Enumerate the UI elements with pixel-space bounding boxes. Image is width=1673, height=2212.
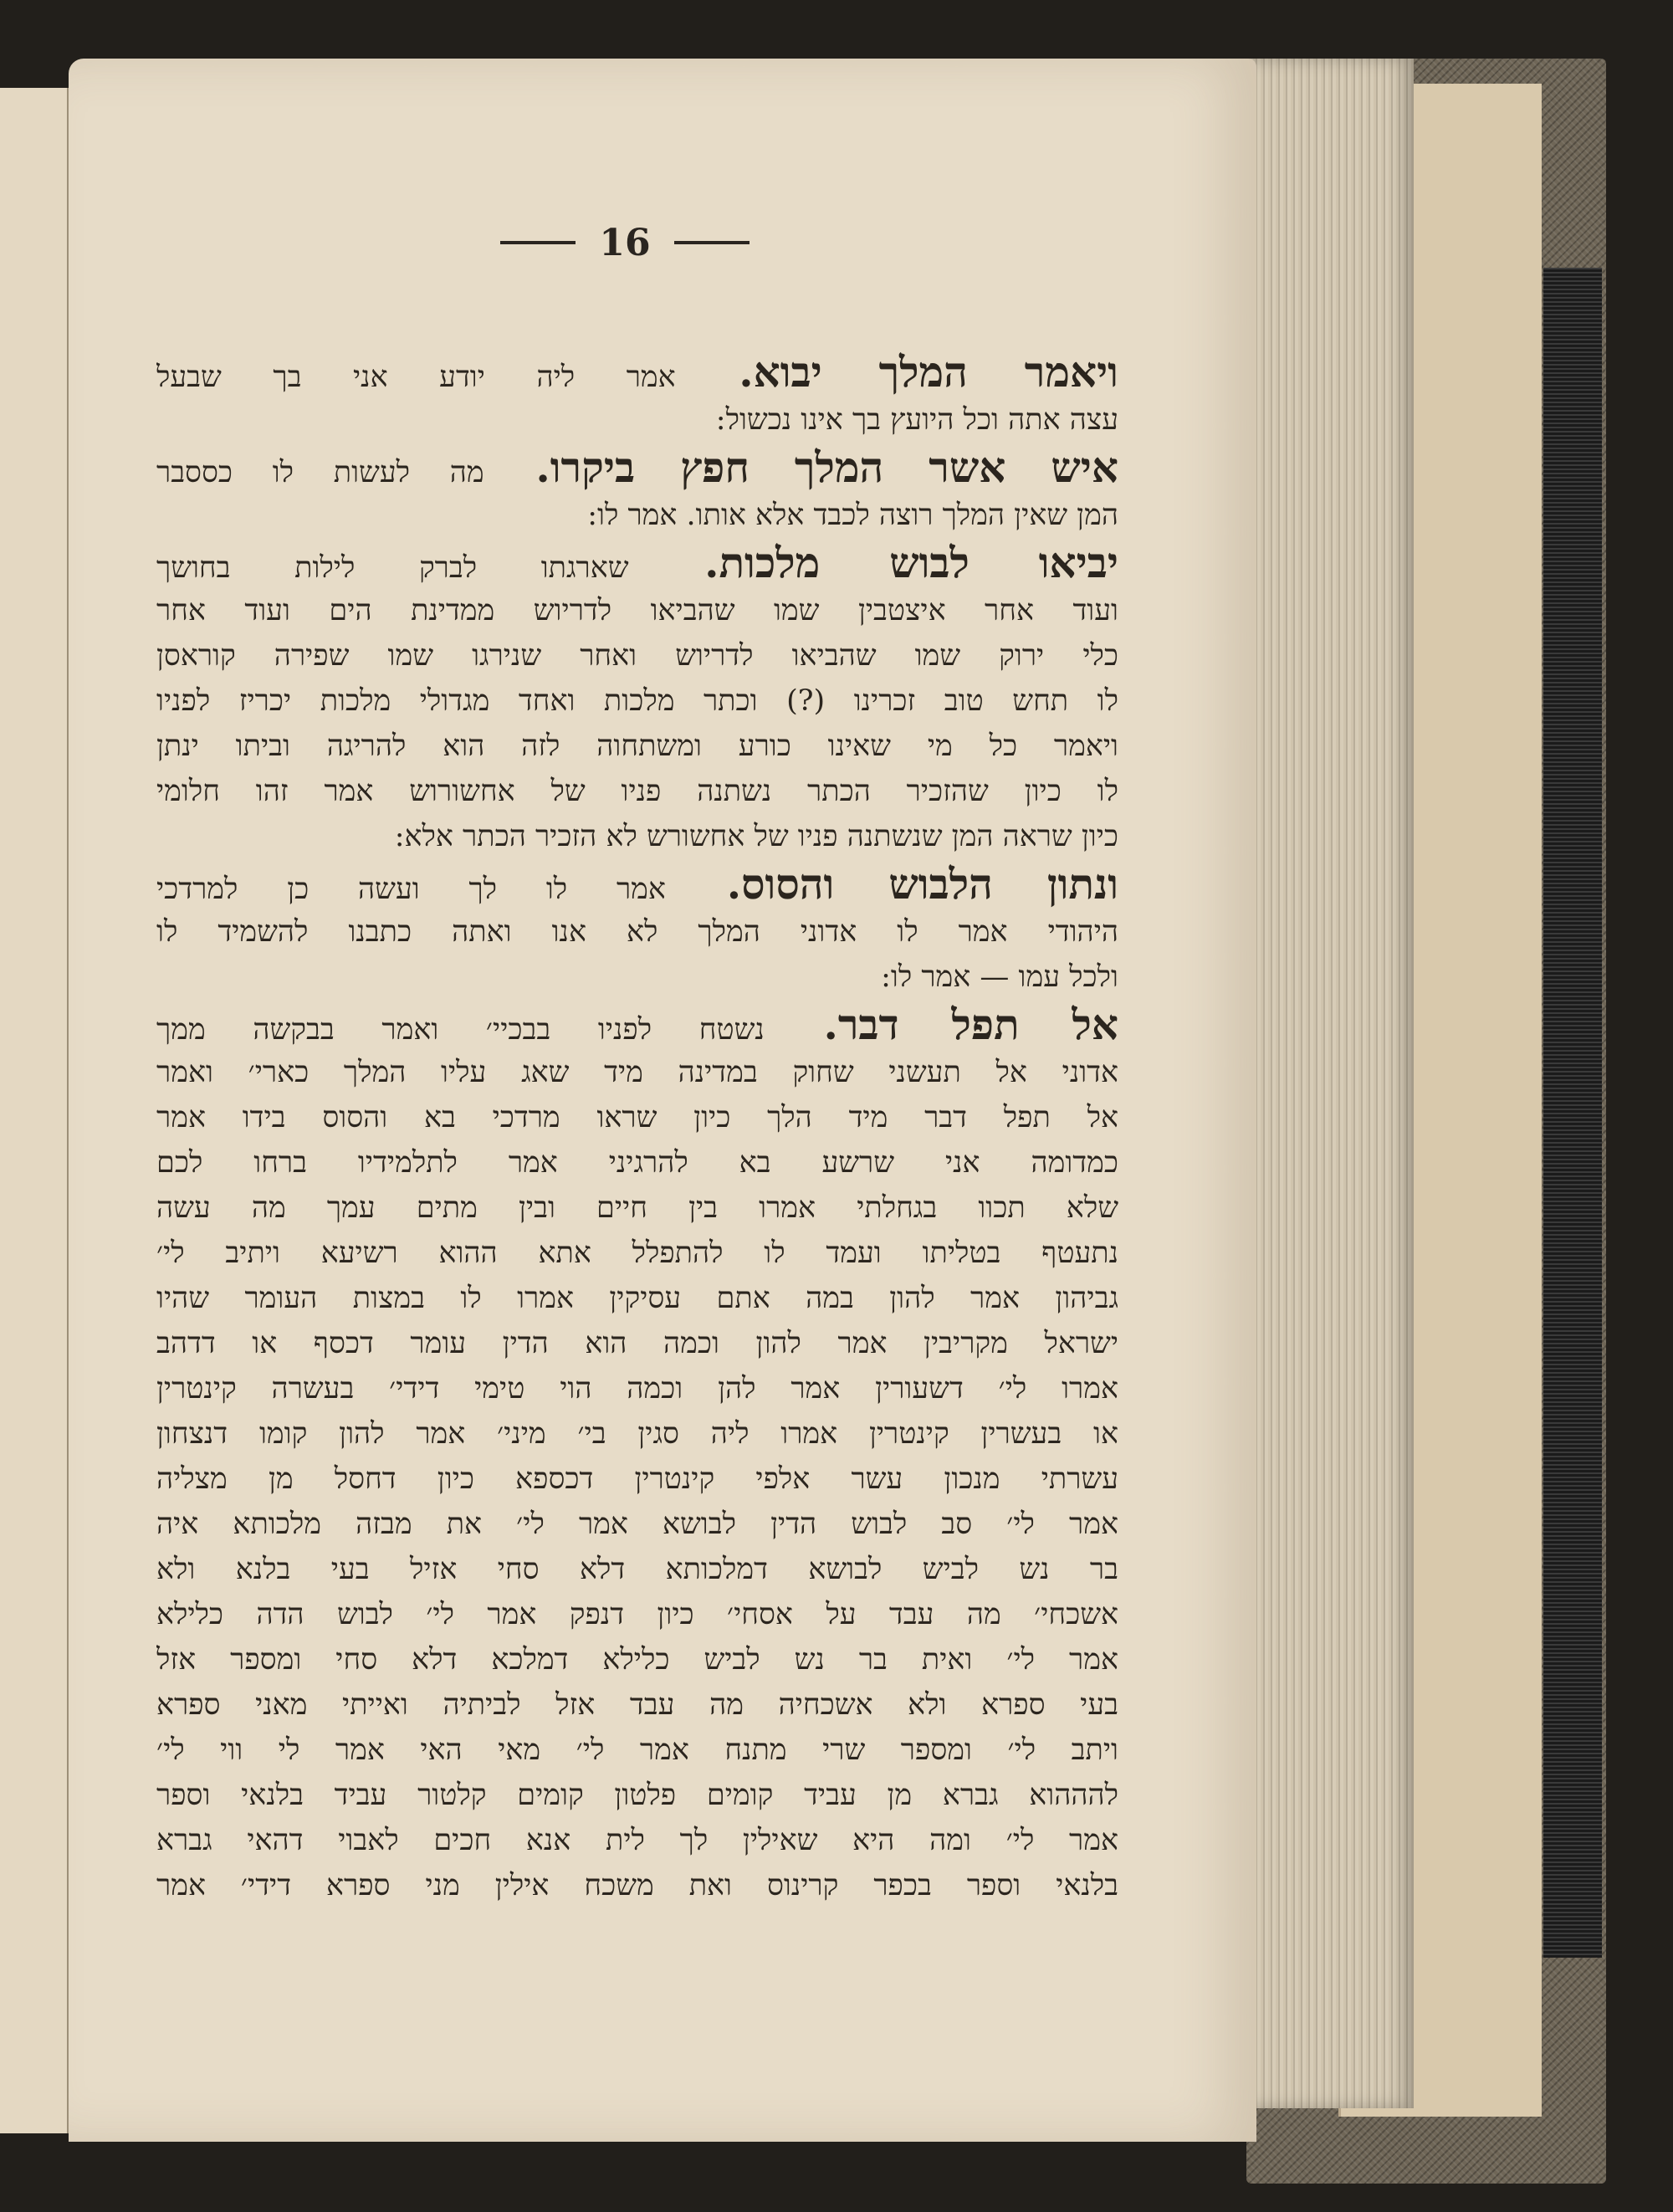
text-line: [156, 1276, 1118, 1321]
text-line: [156, 859, 1118, 909]
commentary-text: בעי ספרא ולא אשכחיה מה עבד אזל לביתיה ואייתי מאני ספרא: [156, 1688, 1118, 1722]
text-line: [156, 814, 1118, 859]
commentary-text: בלנאי וספר בכפר קרינוס ואת משכח אילין מני ספרא דידי׳ אמר: [156, 1869, 1118, 1902]
text-line: [156, 588, 1118, 633]
book-page: [69, 59, 1256, 2142]
text-line: [156, 769, 1118, 814]
text-line: [156, 1682, 1118, 1728]
text-line: [156, 1366, 1118, 1411]
text-line: [156, 633, 1118, 678]
text-line: [156, 493, 1118, 538]
text-line: [156, 909, 1118, 955]
commentary-text: ולכל עמו — אמר לו:: [881, 960, 1118, 994]
text-line: [156, 1547, 1118, 1592]
text-line: [156, 347, 1118, 397]
commentary-text: ישראל מקריבין אמר להון וכמה הוא הדין עומר דכסף או דדהב: [156, 1327, 1118, 1360]
text-line: [156, 1000, 1118, 1050]
commentary-text: שלא תכוו בגחלתי אמרו בין חיים ובין מתים עמך מה עשה: [156, 1191, 1118, 1225]
commentary-text: או בעשרין קינטרין אמרו ליה סגין בי׳ מיני׳ אמר להון קומו דנצחון: [156, 1417, 1118, 1451]
text-line: [156, 1050, 1118, 1095]
verse-lemma: יביאו לבוש מלכות.: [704, 538, 1118, 587]
text-line: [156, 1457, 1118, 1502]
text-line: [156, 1818, 1118, 1863]
text-line: [156, 538, 1118, 588]
running-header: [487, 213, 763, 272]
commentary-text: ויתב לי׳ ומספר שרי מתנח אמר לי׳ מאי האי אמר לי ווי לי׳: [156, 1733, 1118, 1767]
page-number: 16: [599, 221, 651, 264]
text-line: [156, 1321, 1118, 1366]
text-line: [156, 1095, 1118, 1140]
text-line: [156, 1637, 1118, 1682]
commentary-text: גביהון אמר להון במה אתם עסיקין אמרו לו במצות העומר שהיו: [156, 1282, 1118, 1315]
text-line: [156, 1140, 1118, 1185]
text-line: [156, 397, 1118, 443]
header-rule-left: [500, 241, 576, 244]
verse-lemma: אל תפל דבר.: [823, 1000, 1118, 1049]
text-line: [156, 678, 1118, 724]
commentary-text: נתעטף בטליתו ועמד לו להתפלל אתא ההוא רשיעא ויתיב לי׳: [156, 1237, 1118, 1270]
commentary-text: אמר לי׳ ומה היא שאילין לך לית אנא חכים לאבוי דהאי גברא: [156, 1824, 1118, 1857]
text-line: [156, 1185, 1118, 1231]
commentary-text: כיון שראה המן שנשתנה פניו של אחשורש לא הזכיר הכתר אלא:: [394, 820, 1118, 853]
text-line: [156, 1592, 1118, 1637]
header-rule-right: [674, 241, 750, 244]
text-line: [156, 955, 1118, 1000]
commentary-text: אל תפל דבר מיד הלך כיון שראו מרדכי בא והסוס בידו אמר: [156, 1101, 1118, 1134]
commentary-text: ויאמר כל מי שאינו כורע ומשתחוה לזה הוא להריגה וביתו ינתן: [156, 730, 1118, 763]
text-line: [156, 1231, 1118, 1276]
commentary-text: להההוא גברא מן עביד קומים פלטון קומים קלטור עביד בלנאי וספר: [156, 1779, 1118, 1812]
text-line: [156, 1728, 1118, 1773]
commentary-text: שארגתו לברק לילות בחושך: [156, 551, 629, 585]
commentary-text: נשטח לפניו בבכיי׳ ואמר בבקשה ממך: [156, 1013, 765, 1047]
text-line: [156, 443, 1118, 493]
commentary-text: ועוד אחר איצטבין שמו שהביאו לדריוש ממדינת הים ועוד אחר: [156, 594, 1118, 627]
commentary-text: היהודי אמר לו אדוני המלך לא אנו ואתה כתבנו להשמיד לו: [156, 915, 1118, 949]
verse-lemma: ויאמר המלך יבוא.: [739, 347, 1118, 397]
page-body-text: [156, 347, 1118, 1908]
commentary-text: אמר לו לך ועשה כן למרדכי: [156, 873, 666, 906]
commentary-text: כלי ירוק שמו שהביאו לדריוש ואחר שנירגו שמו שפירה קוראסן: [156, 639, 1118, 673]
commentary-text: כמדומה אני שרשע בא להרגיני אמר לתלמידיו ברחו לכם: [156, 1146, 1118, 1180]
commentary-text: אמר לי׳ סב לבוש הדין לבושא אמר לי׳ את מבזה מלכותא איה: [156, 1508, 1118, 1541]
commentary-text: אשכחי׳ מה עבד על אסחי׳ כיון דנפק אמר לי׳ לבוש הדה כלילא: [156, 1598, 1118, 1631]
text-line: [156, 724, 1118, 769]
page-edges: [1238, 59, 1414, 2108]
verse-lemma: ונתון הלבוש והסוס.: [726, 859, 1118, 909]
previous-page-edge: [0, 88, 69, 2133]
verse-lemma: איש אשר המלך חפץ ביקרו.: [535, 443, 1118, 492]
commentary-text: לו כיון שהזכיר הכתר נשתנה פניו של אחשורוש אמר זהו חלומי: [156, 775, 1118, 808]
text-line: [156, 1773, 1118, 1818]
commentary-text: אמרו לי׳ דשעורין אמר להן וכמה הוי טימי דידי׳ בעשרה קינטרין: [156, 1372, 1118, 1406]
commentary-text: לו תחש טוב זכרינו (?) וכתר מלכות ואחד מגדולי מלכות יכריז לפניו: [156, 684, 1118, 718]
commentary-text: אמר לי׳ ואית בר נש לביש כלילא דמלכא דלא סחי ומספר אזל: [156, 1643, 1118, 1677]
commentary-text: עצה אתה וכל היועץ בך אינו נכשול:: [715, 403, 1118, 437]
commentary-text: אדוני אל תעשני שחוק במדינה מיד שאג עליו המלך כארי׳ ואמר: [156, 1056, 1118, 1089]
commentary-text: בר נש לביש לבושא דמלכותא דלא סחי אזיל בעי בלנא ולא: [156, 1553, 1118, 1586]
text-line: [156, 1863, 1118, 1908]
text-line: [156, 1411, 1118, 1457]
book-spine: [1543, 268, 1602, 1958]
commentary-text: מה לעשות לו כססבר: [156, 456, 484, 489]
text-line: [156, 1502, 1118, 1547]
commentary-text: המן שאין המלך רוצה לכבד אלא אותו. אמר לו:: [587, 499, 1118, 532]
commentary-text: אמר ליה יודע אני בך שבעל: [156, 361, 676, 394]
commentary-text: עשרתי מנכון עשר אלפי קינטרין דכספא כיון דחסל מן מצליה: [156, 1462, 1118, 1496]
